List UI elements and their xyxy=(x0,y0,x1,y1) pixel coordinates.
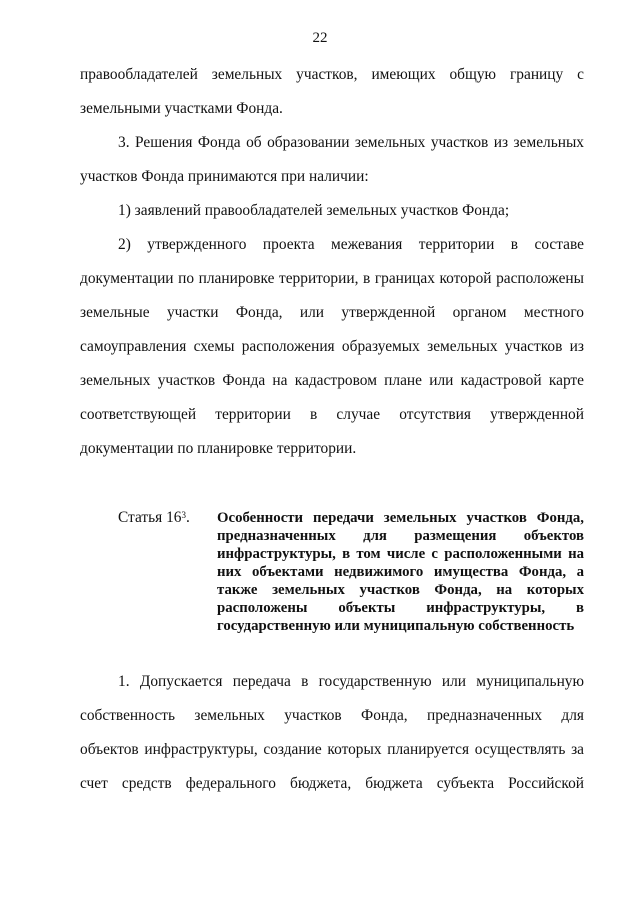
article-heading-line: также земельных участков Фонда, на которых xyxy=(217,582,584,598)
text-line: участков Фонда принимаются при наличии: xyxy=(80,168,369,185)
page-number: 22 xyxy=(312,30,328,46)
text-line: 2) утвержденного проекта межевания территории в составе xyxy=(118,236,584,253)
article-label-suffix: . xyxy=(185,509,190,526)
text-line: правообладателей земельных участков, имеющих общую границу с xyxy=(80,66,584,83)
text-block-bottom xyxy=(80,665,584,801)
text-line: документации по планировке территории, в границах которой расположены xyxy=(80,270,584,287)
text-line: объектов инфраструктуры, создание которых планируется осуществлять за xyxy=(80,741,584,758)
text-line: 1) заявлений правообладателей земельных участков Фонда; xyxy=(118,202,510,219)
text-line: документации по планировке территории. xyxy=(80,440,357,457)
article-label xyxy=(118,509,190,527)
article-label-text: Статья 16 xyxy=(118,509,182,526)
text-line: 3. Решения Фонда об образовании земельных участков из земельных xyxy=(118,134,584,151)
article-heading-line: инфраструктуры, в том числе с расположенными на xyxy=(217,546,584,562)
text-line: самоуправления схемы расположения образуемых земельных участков из xyxy=(80,338,584,355)
article-heading-line: предназначенных для размещения объектов xyxy=(217,528,584,544)
article-heading-line: них объектами недвижимого имущества Фонда, а xyxy=(217,564,584,580)
article-heading-line: Особенности передачи земельных участков Фонда, xyxy=(217,510,584,526)
text-line: счет средств федерального бюджета, бюджета субъекта Российской xyxy=(80,775,584,792)
text-line: 1. Допускается передача в государственную или муниципальную xyxy=(118,673,584,690)
article-heading xyxy=(217,509,584,635)
text-block-top xyxy=(80,58,584,466)
article-heading-line: расположены объекты инфраструктуры, в xyxy=(217,600,584,616)
text-line: земельные участки Фонда, или утвержденной органом местного xyxy=(80,304,584,321)
article-label-superscript: 3 xyxy=(181,510,186,520)
article-heading-line: государственную или муниципальную собственность xyxy=(217,618,575,634)
text-line: земельными участками Фонда. xyxy=(80,100,283,117)
text-line: собственность земельных участков Фонда, предназначенных для xyxy=(80,707,584,724)
text-line: соответствующей территории в случае отсутствия утвержденной xyxy=(80,406,584,423)
text-line: земельных участков Фонда на кадастровом плане или кадастровой карте xyxy=(80,372,584,389)
